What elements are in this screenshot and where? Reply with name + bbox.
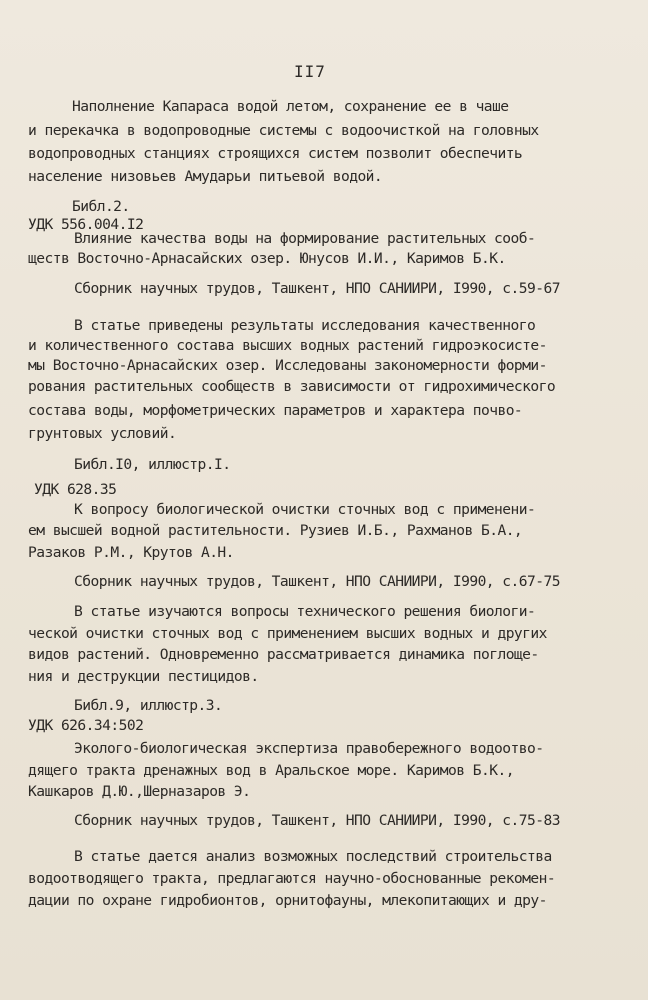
udc-code: УДК 626.34:502 xyxy=(28,717,144,734)
entry-title-line: К вопросу биологической очистки сточных вод с применени- xyxy=(74,501,536,518)
text-line: население низовьев Амударьи питьевой водой. xyxy=(28,168,383,185)
entry-title-line: Кашкаров Д.Ю.,Шерназаров Э. xyxy=(28,783,251,800)
bibliography-note: Библ.9, иллюстр.3. xyxy=(74,697,223,714)
entry-title-line: Разаков Р.М., Крутов А.Н. xyxy=(28,544,234,561)
entry-title-line: ществ Восточно-Арнасайских озер. Юнусов И.И., Каримов Б.К. xyxy=(28,250,506,267)
entry-title-line: ем высшей водной растительности. Рузиев И.Б., Рахманов Б.А., xyxy=(28,522,523,539)
abstract-line: дации по охране гидробионтов, орнитофауны, млекопитающих и дру- xyxy=(28,892,547,909)
entry-source: Сборник научных трудов, Ташкент, НПО САНИИРИ, I990, с.67-75 xyxy=(74,573,560,590)
text-line: Наполнение Капараса водой летом, сохранение ее в чаше xyxy=(72,98,509,115)
abstract-line: состава воды, морфометрических параметров и характера почвo- xyxy=(28,402,523,419)
abstract-line: мы Восточно-Арнасайских озер. Исследованы закономерности форми- xyxy=(28,357,547,374)
bibliography-note: Библ.I0, иллюстр.I. xyxy=(74,456,231,473)
entry-source: Сборник научных трудов, Ташкент, НПО САНИИРИ, I990, с.59-67 xyxy=(74,280,560,297)
abstract-line: В статье приведены результаты исследования качественного xyxy=(74,317,536,334)
abstract-line: ния и деструкции пестицидов. xyxy=(28,668,259,685)
abstract-line: В статье изучаются вопросы технического решения биологи- xyxy=(74,603,536,620)
abstract-line: видов растений. Одновременно рассматривается динамика поглоще- xyxy=(28,646,539,663)
udc-code: УДК 556.004.I2 xyxy=(28,216,144,233)
entry-title-line: Влияние качества воды на формирование растительных сооб- xyxy=(74,230,536,247)
abstract-line: рования растительных сообществ в зависимости от гидрохимического xyxy=(28,378,556,395)
bibliography-note: Библ.2. xyxy=(72,198,130,215)
entry-title-line: Эколого-биологическая экспертиза правобережного водоотво- xyxy=(74,740,544,757)
page-number: II7 xyxy=(294,62,326,81)
text-line: водопроводных станциях строящихся систем позволит обеспечить xyxy=(28,145,523,162)
abstract-line: и количественного состава высших водных растений гидроэкосисте- xyxy=(28,337,547,354)
text-line: и перекачка в водопроводные системы с водоочисткой на головных xyxy=(28,122,539,139)
abstract-line: ческой очистки сточных вод с применением высших водных и других xyxy=(28,625,547,642)
abstract-line: водоотводящего тракта, предлагаются научно-обоснованные рекомен- xyxy=(28,870,556,887)
abstract-line: грунтовых условий. xyxy=(28,425,177,442)
entry-title-line: дящего тракта дренажных вод в Аральское море. Каримов Б.К., xyxy=(28,762,514,779)
abstract-line: В статье дается анализ возможных последствий строительства xyxy=(74,848,552,865)
udc-code: УДК 628.35 xyxy=(34,481,117,498)
entry-source: Сборник научных трудов, Ташкент, НПО САНИИРИ, I990, с.75-83 xyxy=(74,812,560,829)
